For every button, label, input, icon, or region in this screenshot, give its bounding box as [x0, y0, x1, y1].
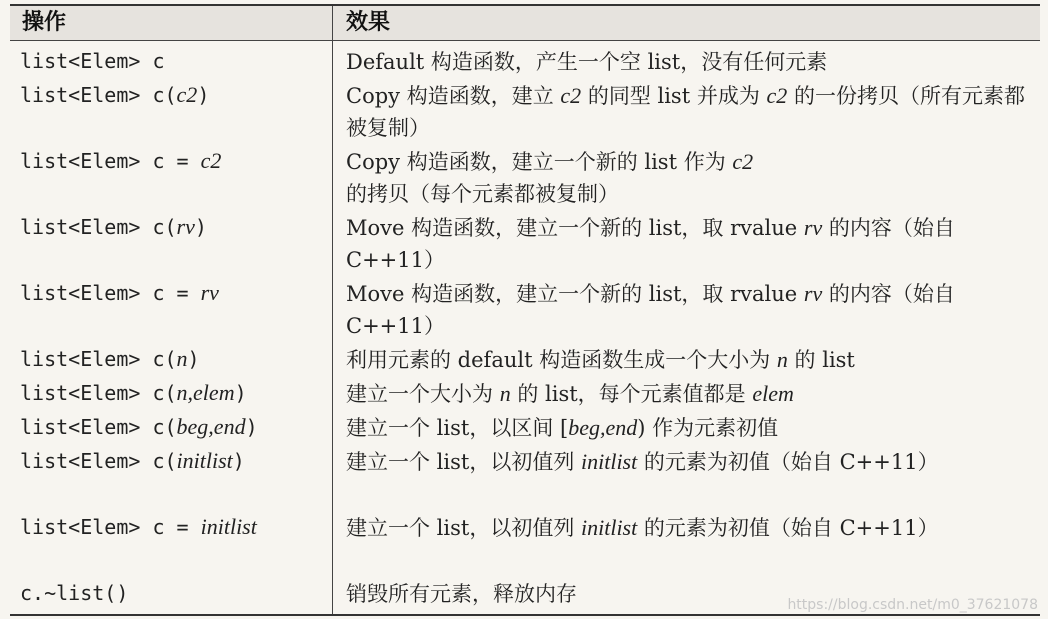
operation-cell: list<Elem> c = rv	[20, 280, 219, 305]
effect-cell: Copy 构造函数，建立一个新的 list 作为 c2 的拷贝（每个元素都被复制）	[346, 149, 754, 206]
watermark: https://blog.csdn.net/m0_37621078	[787, 597, 1038, 613]
header-effect: 效果	[346, 10, 391, 35]
operation-cell: c.~list()	[20, 581, 129, 605]
effect-cell: Copy 构造函数，建立 c2 的同型 list 并成为 c2 的一份拷贝（所有元素都被复制）	[346, 83, 1025, 140]
list-operations-table	[10, 4, 1040, 616]
effect-cell: Move 构造函数，建立一个新的 list，取 rvalue rv 的内容（始自 C++11）	[346, 281, 955, 338]
effect-cell: Move 构造函数，建立一个新的 list，取 rvalue rv 的内容（始自 C++11）	[346, 215, 955, 272]
operation-cell: list<Elem> c(beg,end)	[20, 414, 258, 439]
effect-cell: 建立一个 list，以初值列 initlist 的元素为初值（始自 C++11）	[346, 515, 939, 540]
header-operation: 操作	[22, 10, 67, 35]
effect-cell: 建立一个 list，以区间 [beg,end) 作为元素初值	[346, 415, 779, 440]
effect-cell: 建立一个 list，以初值列 initlist 的元素为初值（始自 C++11）	[346, 449, 939, 474]
operation-cell: list<Elem> c	[20, 49, 165, 73]
table-header	[10, 6, 1040, 41]
operation-cell: list<Elem> c(initlist)	[20, 448, 245, 473]
operation-cell: list<Elem> c(c2)	[20, 82, 210, 107]
operation-cell: list<Elem> c(rv)	[20, 214, 207, 239]
operation-cell: list<Elem> c = initlist	[20, 514, 257, 539]
operation-cell: list<Elem> c = c2	[20, 148, 222, 173]
column-divider	[332, 6, 333, 614]
effect-cell: 利用元素的 default 构造函数生成一个大小为 n 的 list	[346, 347, 855, 372]
effect-cell: 销毁所有元素，释放内存	[346, 582, 577, 606]
effect-cell: Default 构造函数，产生一个空 list，没有任何元素	[346, 50, 828, 74]
operation-cell: list<Elem> c(n,elem)	[20, 380, 247, 405]
effect-cell: 建立一个大小为 n 的 list，每个元素值都是 elem	[346, 381, 794, 406]
operation-cell: list<Elem> c(n)	[20, 346, 200, 371]
